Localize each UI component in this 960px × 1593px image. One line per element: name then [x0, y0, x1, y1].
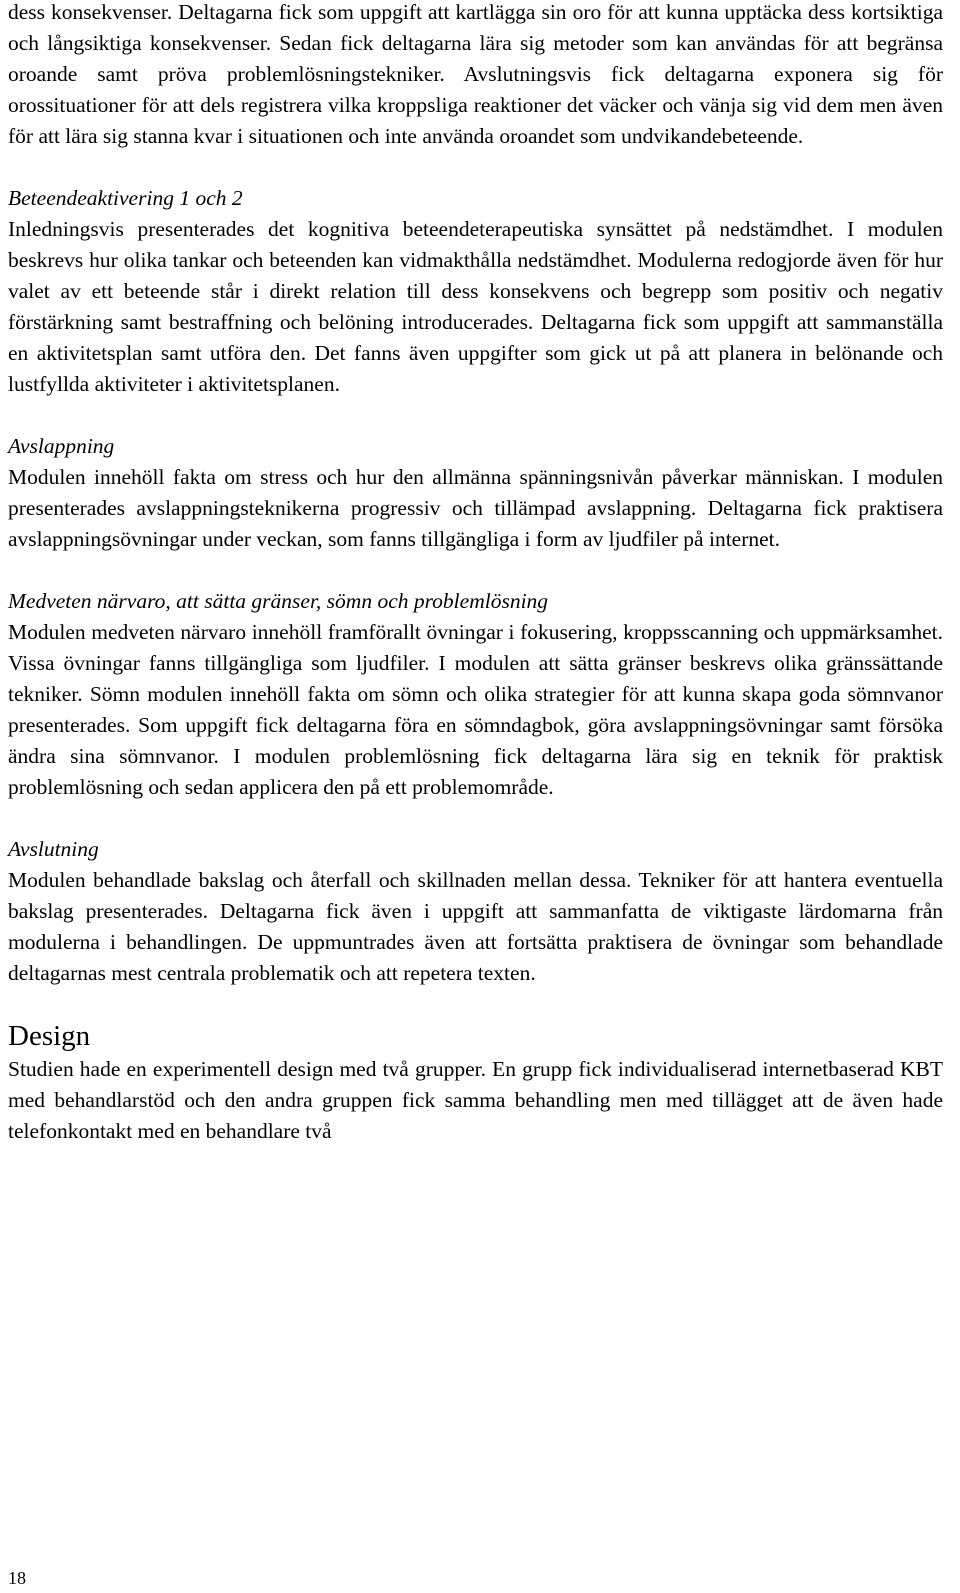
page-number: 18 [8, 1568, 26, 1588]
section-paragraph: Inledningsvis presenterades det kognitiva beteendeterapeutiska synsättet på nedstämdhet. I modulen beskrevs hur olika tankar och beteenden kan vidmakthålla nedstämdhet. Modulerna redogjorde även för hur valet av ett beteende står i direkt relation till dess konsekvens och begrepp som positiv och negativ förstärkning samt bestraffning och belöning introducerades. Deltagarna fick som uppgift att sammanställa en aktivitetsplan samt utföra den. Det fanns även uppgifter som gick ut på att planera in belönande och lustfyllda aktiviteter i aktivitetsplanen. [8, 217, 943, 396]
section-paragraph: Modulen innehöll fakta om stress och hur den allmänna spänningsnivån påverkar människan. I modulen presenterades avslappningsteknikerna progressiv och tillämpad avslappning. Deltagarna fick praktisera avslappningsövningar under veckan, som fanns tillgängliga i form av ljudfiler på internet. [8, 465, 943, 551]
design-paragraph: Studien hade en experimentell design med två grupper. En grupp fick individualiserad internetbaserad KBT med behandlarstöd och den andra gruppen fick samma behandling men med tillägget att de även hade telefonkontakt med en behandlare två [8, 1057, 943, 1143]
intro-paragraph: dess konsekvenser. Deltagarna fick som uppgift att kartlägga sin oro för att kunna upptäcka dess kortsiktiga och långsiktiga konsekvenser. Sedan fick deltagarna lära sig metoder som kan användas för att begränsa oroande samt pröva problemlösningstekniker. Avslutningsvis fick deltagarna exponera sig för orossituationer för att dels registrera vilka kroppsliga reaktioner det väcker och vänja sig vid dem men även för att lära sig stanna kvar i situationen och inte använda oroandet som undvikandebeteende. [8, 0, 943, 148]
section-medveten-narvaro [8, 586, 943, 803]
section-heading: Avslutning [8, 837, 99, 861]
section-paragraph: Modulen medveten närvaro innehöll framförallt övningar i fokusering, kroppsscanning och uppmärksamhet. Vissa övningar fanns tillgängliga som ljudfiler. I modulen att sätta gränser beskrevs olika gränssättande tekniker. Sömn modulen innehöll fakta om sömn och olika strategier för att kunna skapa goda sömnvanor presenterades. Som uppgift fick deltagarna föra en sömndagbok, göra avslappningsövningar samt försöka ändra sina sömnvanor. I modulen problemlösning fick deltagarna lära sig en teknik för praktisk problemlösning och sedan applicera den på ett problemområde. [8, 620, 943, 799]
section-avslutning [8, 834, 943, 989]
section-design [8, 1020, 943, 1147]
section-heading: Avslappning [8, 434, 115, 458]
design-heading: Design [8, 1020, 91, 1052]
document-page [8, 0, 943, 1147]
section-heading: Medveten närvaro, att sätta gränser, sömn och problemlösning [8, 589, 549, 613]
section-paragraph: Modulen behandlade bakslag och återfall och skillnaden mellan dessa. Tekniker för att hantera eventuella bakslag presenterades. Deltagarna fick även i uppgift att sammanfatta de viktigaste lärdomarna från modulerna i behandlingen. De uppmuntrades även att fortsätta praktisera de övningar som behandlade deltagarnas mest centrala problematik och att repetera texten. [8, 868, 943, 985]
section-beteendeaktivering [8, 183, 943, 400]
section-heading: Beteendeaktivering 1 och 2 [8, 186, 243, 210]
section-avslappning [8, 431, 943, 555]
